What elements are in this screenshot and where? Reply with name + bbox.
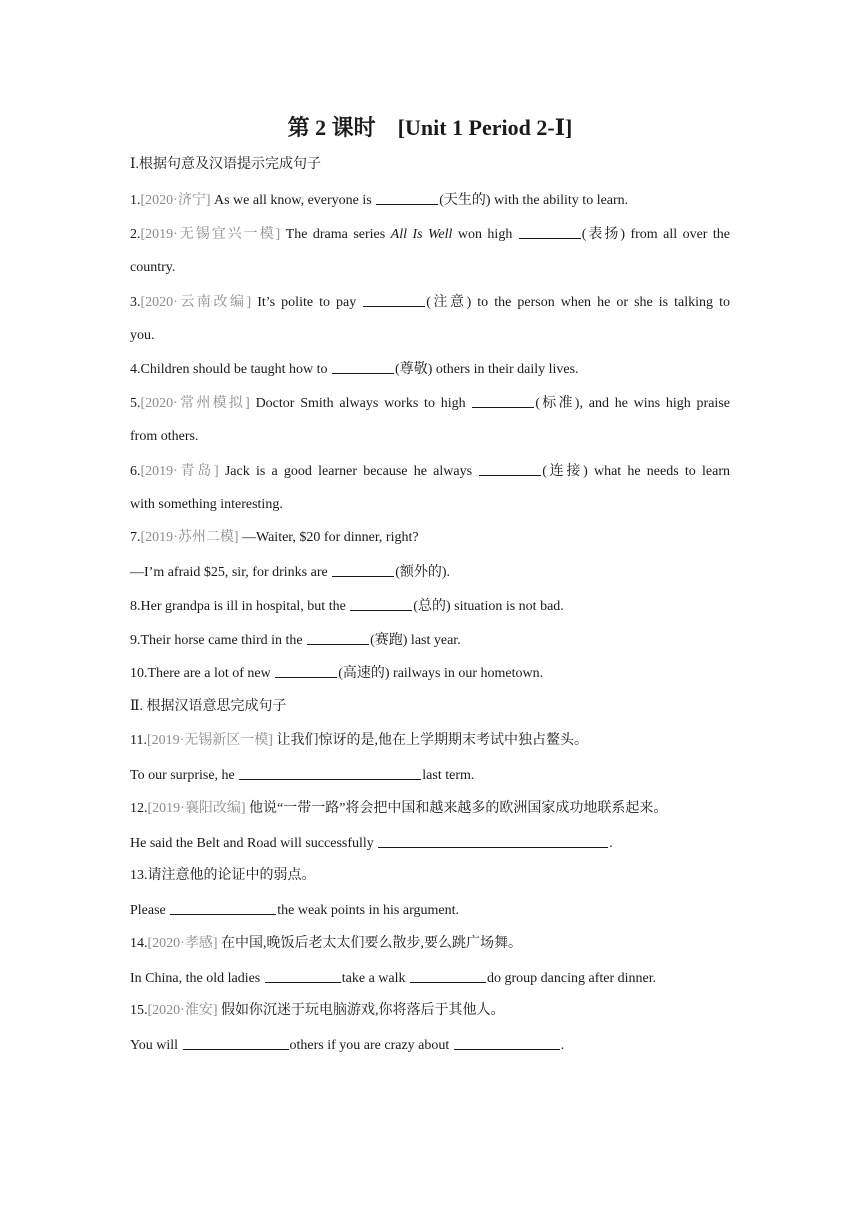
source-tag: [2019·苏州二模] [140, 530, 239, 545]
question-3: 3.[2020·云南改编] It’s polite to pay (注意) to the person when he or she is talking to [130, 292, 730, 312]
question-10: 10.There are a lot of new (高速的) railways in our hometown. [130, 663, 730, 683]
question-5: 5.[2020·常州模拟] Doctor Smith always works to high (标准), and he wins high praise [130, 393, 730, 413]
source-tag: [2019·襄阳改编] [147, 801, 246, 816]
question-1: 1.[2020·济宁] As we all know, everyone is (天生的) with the ability to learn. [130, 190, 730, 210]
question-14-answer-line: In China, the old ladies take a walk do group dancing after dinner. [130, 968, 730, 988]
answer-blank[interactable] [410, 968, 486, 983]
question-13-answer-line: Please the weak points in his argument. [130, 900, 730, 920]
question-2-continued: country. [130, 260, 176, 275]
answer-blank[interactable] [183, 1035, 289, 1050]
source-tag: [2019·无锡宜兴一模] [140, 227, 281, 242]
question-14-prompt: 14.[2020·孝感] 在中国,晚饭后老太太们要么散步,要么跳广场舞。 [130, 936, 522, 951]
question-6: 6.[2019·青岛] Jack is a good learner because he always (连接) what he needs to learn [130, 461, 730, 481]
answer-blank[interactable] [350, 596, 412, 611]
answer-blank[interactable] [332, 562, 394, 577]
question-6-continued: with something interesting. [130, 497, 283, 512]
source-tag: [2020·淮安] [147, 1003, 218, 1018]
answer-blank[interactable] [170, 900, 276, 915]
answer-blank[interactable] [472, 393, 534, 408]
page-title: 第 2 课时 [Unit 1 Period 2-Ⅰ] [287, 115, 573, 140]
question-11-answer-line: To our surprise, he last term. [130, 765, 730, 785]
answer-blank[interactable] [275, 663, 337, 678]
answer-blank[interactable] [378, 833, 608, 848]
question-7: 7.[2019·苏州二模] —Waiter, $20 for dinner, right? [130, 530, 419, 545]
section-1-heading: Ⅰ.根据句意及汉语提示完成句子 [130, 157, 322, 172]
question-3-continued: you. [130, 328, 155, 343]
source-tag: [2020·孝感] [147, 936, 218, 951]
answer-blank[interactable] [479, 461, 541, 476]
question-7-reply: —I’m afraid $25, sir, for drinks are (额外的). [130, 562, 730, 582]
answer-blank[interactable] [307, 630, 369, 645]
source-tag: [2019·青岛] [140, 464, 219, 479]
answer-blank[interactable] [265, 968, 341, 983]
source-tag: [2020·云南改编] [140, 295, 252, 310]
source-tag: [2020·常州模拟] [140, 396, 250, 411]
answer-blank[interactable] [454, 1035, 560, 1050]
question-13-prompt: 13.请注意他的论证中的弱点。 [130, 868, 316, 883]
source-tag: [2020·济宁] [140, 193, 211, 208]
answer-blank[interactable] [519, 224, 581, 239]
question-15-answer-line: You will others if you are crazy about . [130, 1035, 730, 1055]
question-15-prompt: 15.[2020·淮安] 假如你沉迷于玩电脑游戏,你将落后于其他人。 [130, 1003, 505, 1018]
question-12-answer-line: He said the Belt and Road will successfully . [130, 833, 730, 853]
answer-blank[interactable] [239, 765, 421, 780]
question-4: 4.Children should be taught how to (尊敬) others in their daily lives. [130, 359, 730, 379]
section-2-heading: Ⅱ. 根据汉语意思完成句子 [130, 699, 287, 714]
question-8: 8.Her grandpa is ill in hospital, but the (总的) situation is not bad. [130, 596, 730, 616]
question-9: 9.Their horse came third in the (赛跑) last year. [130, 630, 730, 650]
question-2: 2.[2019·无锡宜兴一模] The drama series All Is Well won high (表扬) from all over the [130, 224, 730, 244]
question-12-prompt: 12.[2019·襄阳改编] 他说“一带一路”将会把中国和越来越多的欧洲国家成功地联系起来。 [130, 801, 668, 816]
answer-blank[interactable] [332, 359, 394, 374]
answer-blank[interactable] [363, 292, 425, 307]
source-tag: [2019·无锡新区一模] [146, 733, 273, 748]
question-11-prompt: 11.[2019·无锡新区一模] 让我们惊讶的是,他在上学期期末考试中独占鳌头。 [130, 733, 588, 748]
question-5-continued: from others. [130, 429, 199, 444]
answer-blank[interactable] [376, 190, 438, 205]
